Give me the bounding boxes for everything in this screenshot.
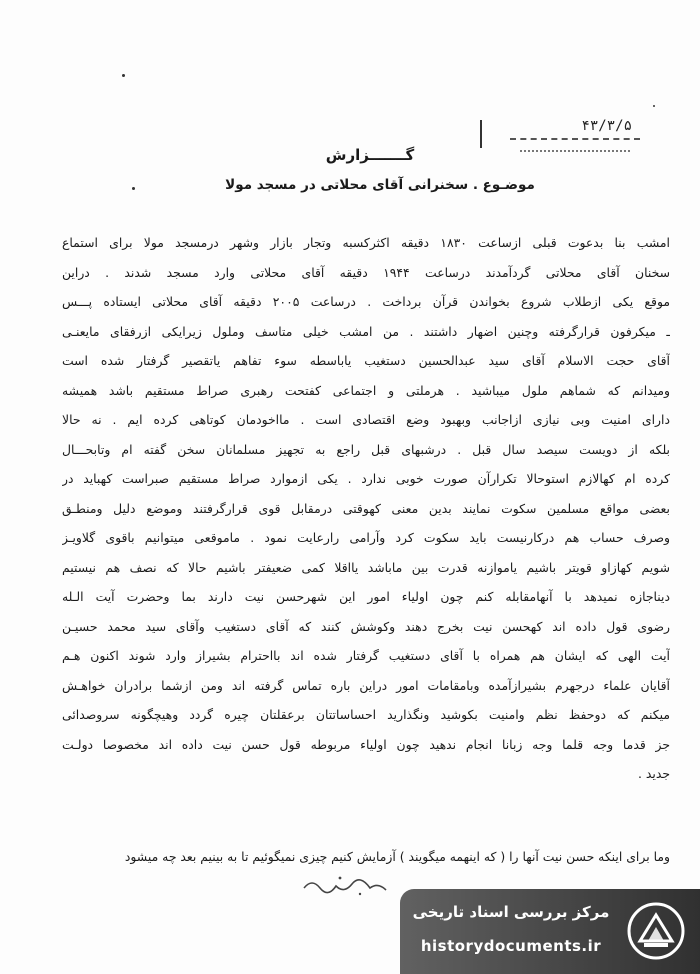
scan-speck — [132, 187, 135, 190]
body-line: شویم کهازاو قویتر باشیم یاموازنه قدرت بین ماباشد یااقلا کمی ضعیفتر باشیم حالا که نصف هم نیستیم — [62, 559, 670, 575]
document-subject: موضـوع . سخنرانی آقای محلاتی در مسجد مولا — [225, 177, 535, 193]
document-heading: گـــــــزارش — [325, 146, 415, 164]
redacted-line — [510, 138, 640, 148]
body-line: وصرف حساب هم درکارنیست باید سکوت کرد وآرامی رارعایت نمود . ماموقعی میتوانیم باقوی گلاویـز — [62, 530, 670, 545]
redacted-line — [520, 150, 630, 158]
report-body — [62, 228, 670, 789]
body-line: جز قدما وجه قلما وجه زبانا انجام ندهید چون اولیاء مربوطه قول حسن نیت داده اند مخصوصا دولـت — [62, 736, 670, 752]
archive-url: historydocuments.ir — [420, 937, 602, 955]
body-line: سخنان آقای محلاتی گردآمدند درساعت ۱۹۴۴ دقیقه آقای محلاتی وارد مسجد شدند . دراین — [62, 264, 670, 280]
document-number: ۴۳/۳/۵ — [581, 118, 632, 134]
archive-name: مرکز بررسی اسناد تاریخی — [412, 903, 610, 921]
body-line: بعضی مواقع مسلمین سکوت نمایند بدین معنی کهوقتی درمقابل قوی قرارگرفتند وموضع دلیل ومنطـق — [62, 500, 670, 516]
body-line: موقع یکی ازطلاب شروع بخواندن قرآن برداخت . درساعت ۲۰۰۵ دقیقه آقای محلاتی ایستاده پـــس — [62, 294, 670, 309]
scan-speck — [653, 105, 655, 107]
body-line: بلکه از دویست سیصد سال قبل . درشبهای قبل راجع به تجهیز مسلمانان سخن گفته ام وتابحـــال — [62, 441, 670, 457]
body-line: آقایان علماء درجهرم بشیرازآمده وبامقامات امور دراین باره تماس گرفته اند ومن ازشما برادران خواهـش — [62, 677, 670, 693]
body-line: جدید . — [638, 766, 670, 781]
body-line: آقای حجت الاسلام آقای سید عبدالحسین دستغیب یاباسطه سوء تفاهم یاتقصیر گرفتار شده است — [62, 353, 670, 368]
body-line: دارای امنیت وبی نیازی ازاجانب وبهبود وضع اقتصادی است . مااخودمان کوتاهی کرده ایم . نه حالا — [62, 412, 670, 427]
archive-watermark — [400, 889, 700, 974]
body-line: میکنم که دوحفظ نظم وامنیت بکوشید ونگذارید احساساتتان برعقلتان چیره گردد وهیچگونه سروصدائی — [62, 707, 670, 722]
body-line: دیناجازه نمیدهد با آنهامقابله کنم چون اولیاء امور این شهرحسن نیت دارند بما وحضرت آیت الـله — [62, 589, 670, 604]
body-line: ـ میکرفون قرارگرفته وچنین اضهار داشتند . من امشب خیلی متاسف وملول زیرایکی ازرفقای مایعنـی — [62, 323, 670, 339]
scan-speck — [122, 74, 125, 77]
handwritten-signature — [300, 874, 390, 898]
body-line: رضوی قول داده اند کهحسن نیت بخرج دهند وکوشش کنند که آقای دستغیب وآقای سید محمد حسیـن — [62, 618, 670, 634]
closing-line: وما برای اینکه حسن نیت آنها را ( که اینهمه میگویند ) آزمایش کنیم چیزی نمیگوئیم تا به بینیم بعد چه میشود — [124, 849, 670, 864]
body-line: آیت الهی که ایشان هم همراه با آقای دستغیب گرفتار شده اند بااحترام بشیراز وارد شوند اکنون هـم — [62, 648, 670, 663]
body-line: امشب بنا بدعوت قبلی ازساعت ۱۸۳۰ دقیقه اکثرکسبه وتجار بازار وشهر درمسجد مولا برای استماع — [62, 235, 670, 250]
body-line: ومیدانم که شماهم ملول میباشید . هرملتی و اجتماعی کفتحت رهبری صراط مستقیم باشد همیشه — [62, 382, 670, 398]
document-number-block — [480, 118, 640, 158]
archive-logo-icon — [626, 901, 686, 961]
document-number-bracket — [480, 120, 492, 148]
body-line: کرده ام کهالازم استوحالا تکرارآن صورت خوبی ندارد . یکی ازموارد صراط مستقیم صبراست کهباید در — [62, 471, 670, 486]
